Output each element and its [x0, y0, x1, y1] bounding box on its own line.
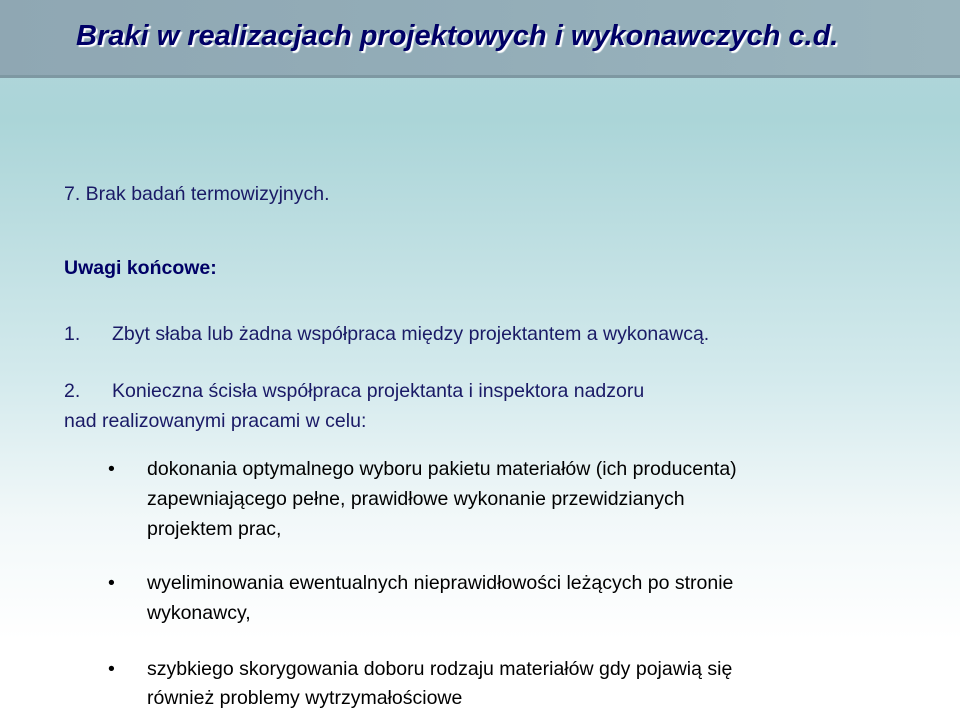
remarks-heading: Uwagi końcowe:: [64, 257, 217, 279]
bullet-3-line-2: również problemy wytrzymałościowe: [147, 687, 463, 709]
bullet-2-line-2: wykonawcy,: [147, 602, 251, 624]
bullet-1-line-3: projektem prac,: [147, 518, 282, 540]
item-7: 7. Brak badań termowizyjnych.: [64, 183, 330, 205]
bullet-1-line-1: dokonania optymalnego wyboru pakietu materiałów (ich producenta): [147, 458, 737, 480]
point-1: [64, 322, 709, 346]
bullet-symbol: •: [108, 658, 115, 680]
bullet-3-line-1: szybkiego skorygowania doboru rodzaju materiałów gdy pojawią się: [147, 658, 733, 680]
point-number: 1.: [64, 323, 81, 345]
point-number: 2.: [64, 380, 81, 402]
bullet-symbol: •: [108, 572, 115, 594]
point-2-continuation: nad realizowanymi pracami w celu:: [64, 410, 367, 432]
point-text: Zbyt słaba lub żadna współpraca między projektantem a wykonawcą.: [112, 323, 710, 345]
bullet-1-line-2: zapewniającego pełne, prawidłowe wykonanie przewidzianych: [147, 488, 685, 510]
point-text: Konieczna ścisła współpraca projektanta i inspektora nadzoru: [112, 380, 645, 402]
point-2: [64, 379, 644, 403]
bullet-symbol: •: [108, 458, 115, 480]
bullet-2-line-1: wyeliminowania ewentualnych nieprawidłowości leżących po stronie: [147, 572, 734, 594]
slide-title: Braki w realizacjach projektowych i wykonawczych c.d.: [76, 20, 839, 52]
